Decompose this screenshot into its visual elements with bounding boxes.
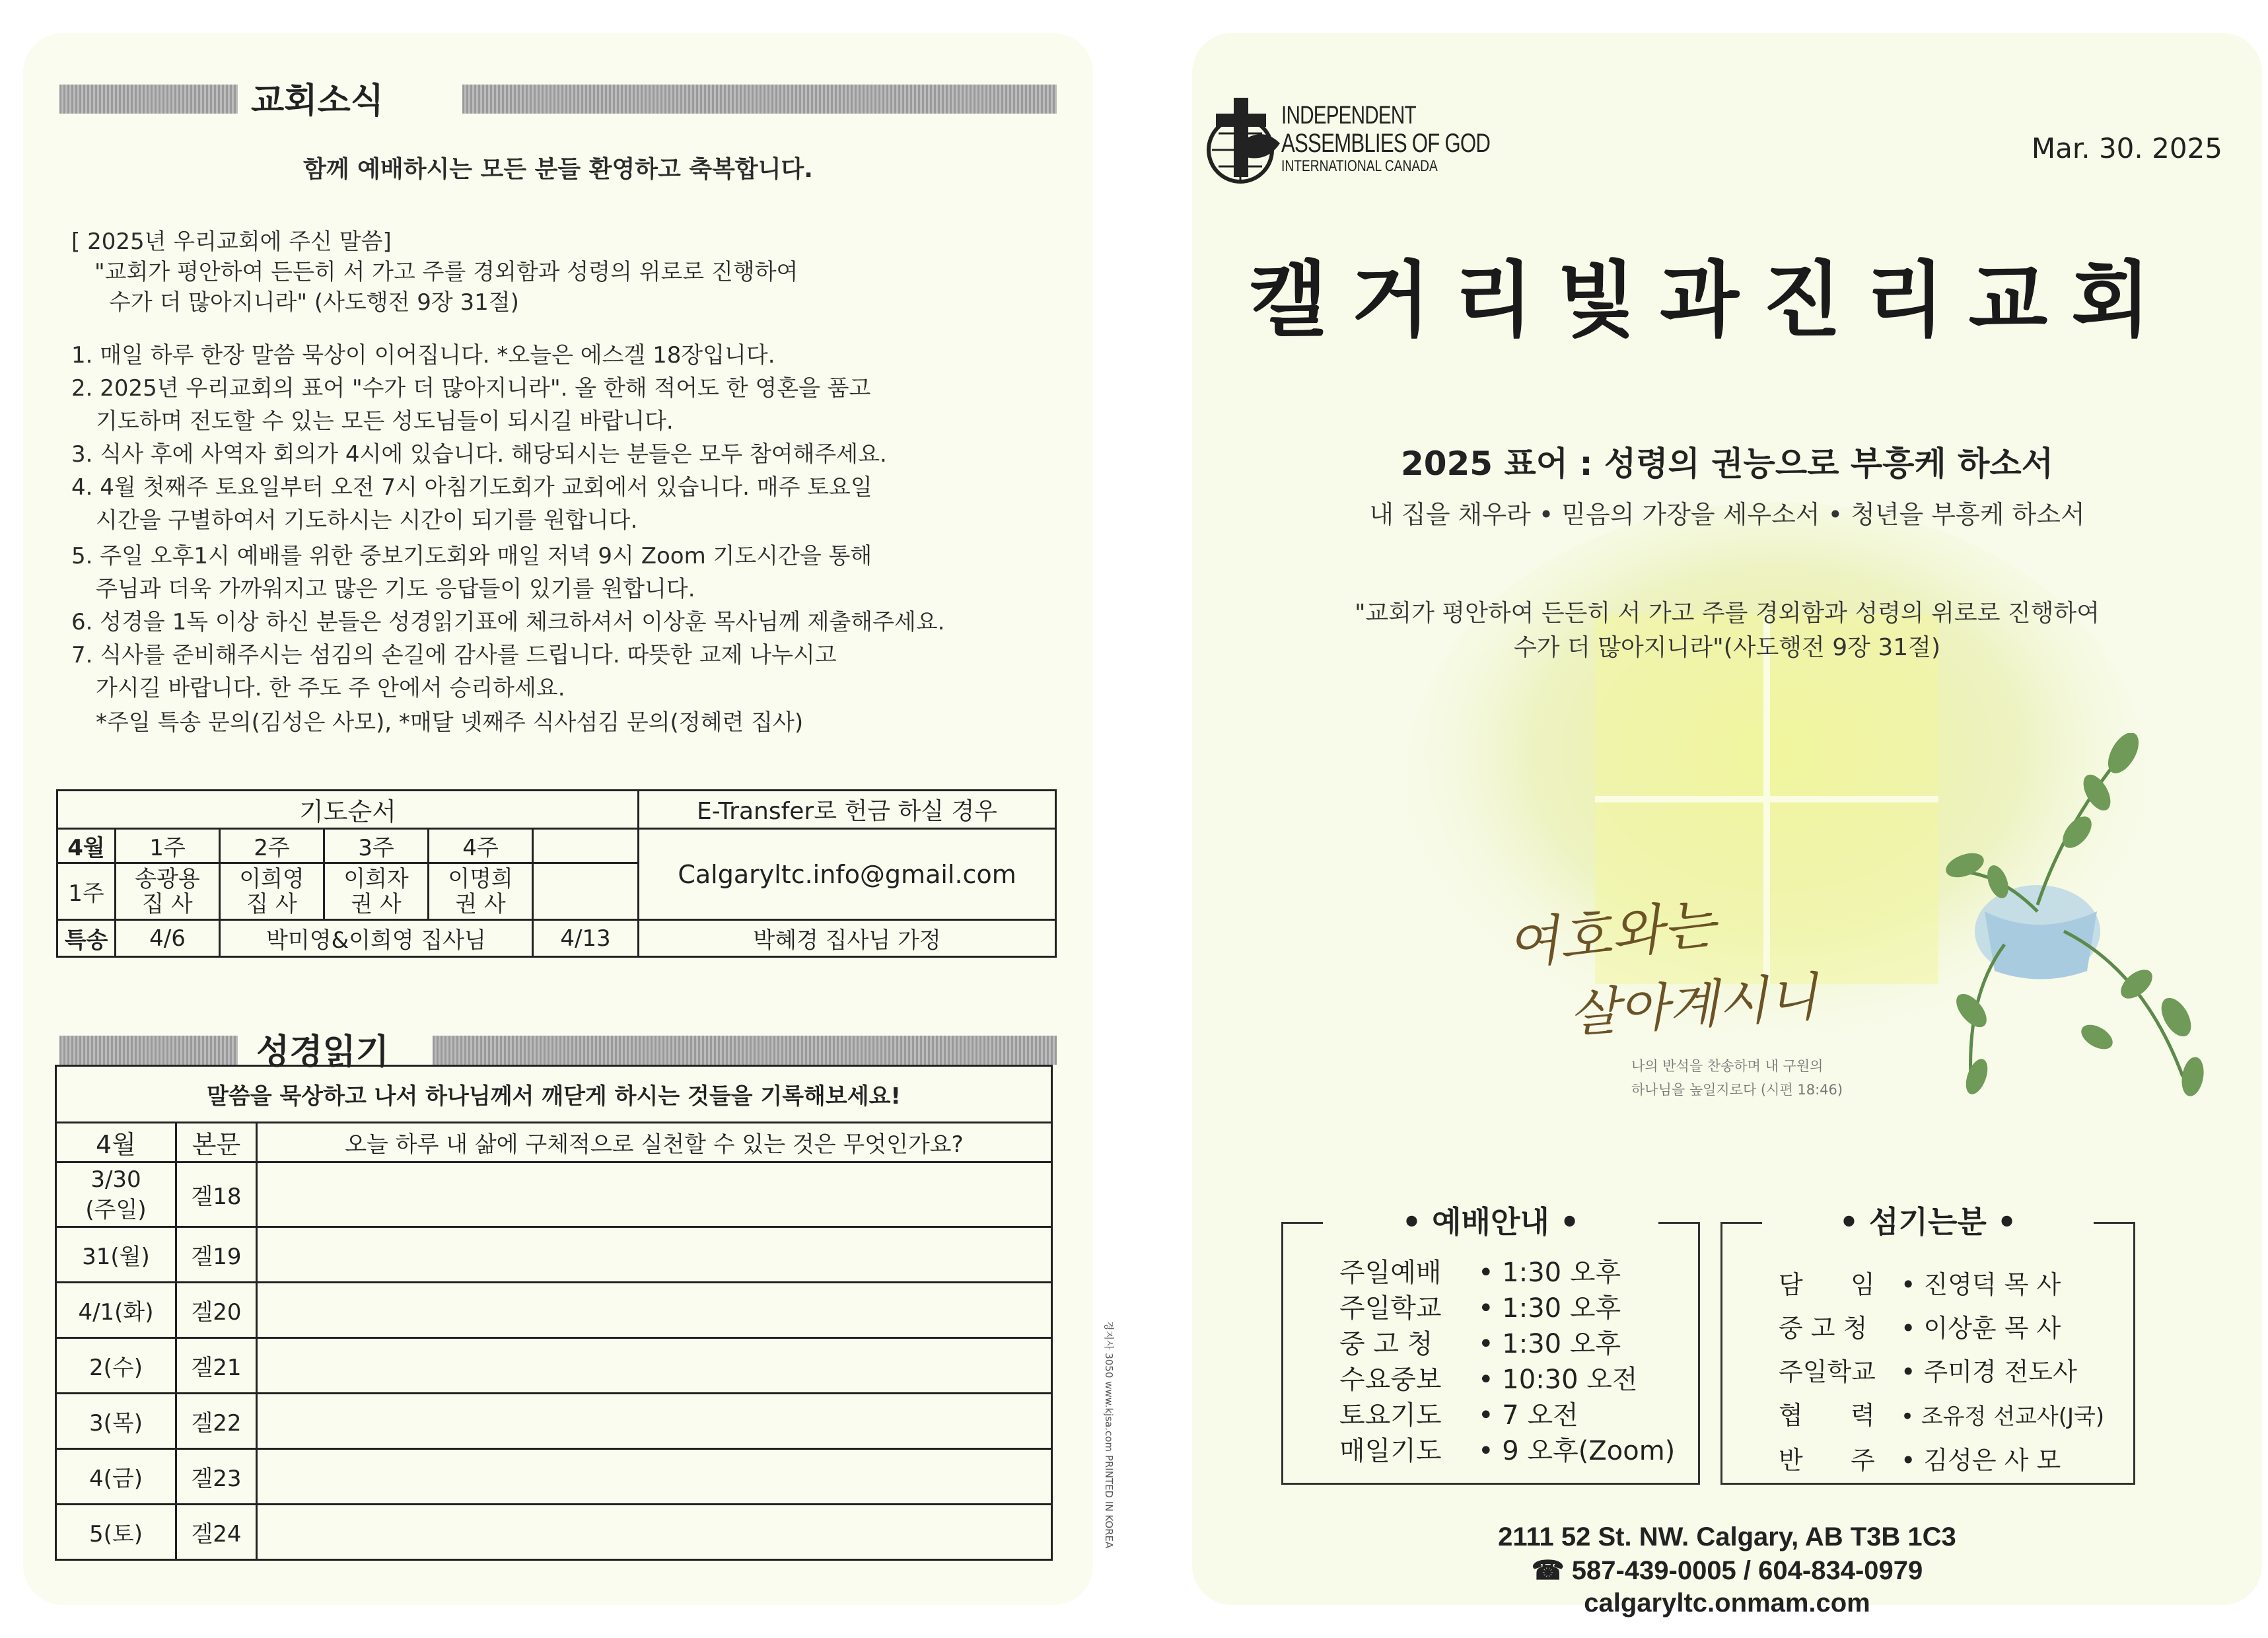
servant-name: • 이상훈 목 사	[1901, 1314, 2061, 1343]
psalm-line-1: 나의 반석을 찬송하며 내 구원의	[1631, 1058, 1824, 1074]
reading-date-line: 3/30	[90, 1166, 141, 1193]
table-row	[56, 1449, 1052, 1505]
news-item: 6. 성경을 1독 이상 하신 분들은 성경읽기표에 체크하셔서 이상훈 목사님께 제출해주세요.	[71, 609, 945, 635]
service-time: • 1:30 오후	[1478, 1329, 1621, 1359]
reading-date: 4(금)	[56, 1449, 176, 1505]
special-date: 4/6	[116, 920, 220, 957]
reading-passage: 겔20	[176, 1283, 257, 1338]
service-name: 수요중보	[1339, 1365, 1442, 1395]
reading-passage: 겔21	[176, 1338, 257, 1394]
worship-row	[1339, 1255, 1675, 1469]
calligraphy-line-2: 살아계시니	[1567, 967, 1820, 1045]
week-header: 2주	[220, 829, 324, 863]
prayer-row-label: 1주	[57, 863, 116, 920]
church-name: 캘거리빛과진리교회	[1248, 253, 2175, 348]
prayer-name: 이희영	[239, 865, 304, 892]
service-name: 주일학교	[1339, 1293, 1442, 1324]
welcome-text: 함께 예배하시는 모든 분들 환영하고 축복합니다.	[303, 156, 813, 183]
news-item: 7. 식사를 준비해주시는 섬김의 손길에 감사를 드립니다. 따뜻한 교제 나누시고	[71, 642, 837, 668]
prayer-schedule-table	[56, 789, 1057, 958]
reading-date: 4/1(화)	[56, 1283, 176, 1338]
servant-rows	[1779, 1263, 2104, 1482]
logo-line-1: INDEPENDENT	[1281, 102, 1416, 129]
left-page	[23, 33, 1093, 1605]
news-item: 2. 2025년 우리교회의 표어 "수가 더 많아지니라". 올 한해 적어도 한 영혼을 품고	[71, 375, 871, 402]
church-news-header	[59, 73, 1057, 121]
verse-heading: [ 2025년 우리교회에 주신 말씀]	[71, 229, 392, 255]
prayer-name: 이명희	[448, 865, 513, 892]
church-logo-icon	[1204, 94, 1290, 186]
reading-note-cell[interactable]	[257, 1505, 1052, 1560]
news-item: 3. 식사 후에 사역자 회의가 4시에 있습니다. 해당되시는 분들은 모두 참여해주세요.	[71, 441, 887, 468]
reading-date: 2(수)	[56, 1338, 176, 1394]
reading-date: 3(목)	[56, 1394, 176, 1449]
prayer-order-title: 기도순서	[57, 791, 639, 829]
service-name: 토요기도	[1339, 1400, 1442, 1431]
servant-name: • 조유정 선교사(J국)	[1901, 1404, 2105, 1430]
reading-date: 5(토)	[56, 1505, 176, 1560]
prayer-title: 집 사	[142, 890, 193, 917]
reading-note-cell[interactable]	[257, 1394, 1052, 1449]
special-names: 박혜경 집사님 가정	[639, 920, 1056, 957]
reading-passage: 겔19	[176, 1227, 257, 1283]
prayer-name-cell	[429, 863, 533, 920]
church-phone-line	[1192, 1555, 2262, 1586]
service-time: • 1:30 오후	[1478, 1293, 1621, 1324]
reading-passage: 겔22	[176, 1394, 257, 1449]
servant-role: 담 임	[1779, 1270, 1875, 1299]
servant-role: 반 주	[1779, 1446, 1875, 1475]
worship-schedule-title	[1283, 1198, 1698, 1242]
table-row	[56, 1505, 1052, 1560]
table-row	[56, 1338, 1052, 1394]
service-name: 주일예배	[1339, 1258, 1442, 1288]
servant-role: 주일학교	[1779, 1357, 1876, 1386]
etransfer-email: Calgaryltc.info@gmail.com	[639, 829, 1056, 920]
news-item: 기도하며 전도할 수 있는 모든 성도님들이 되시길 바랍니다.	[96, 408, 674, 435]
table-row	[56, 1162, 1052, 1227]
reading-note-cell[interactable]	[257, 1283, 1052, 1338]
reading-note-cell[interactable]	[257, 1162, 1052, 1227]
service-time: • 7 오전	[1478, 1400, 1578, 1431]
servant-role: 중 고 청	[1779, 1314, 1868, 1343]
church-address: 2111 52 St. NW. Calgary, AB T3B 1C3	[1498, 1522, 1956, 1551]
special-label: 특송	[57, 920, 116, 957]
reading-passage: 겔23	[176, 1449, 257, 1505]
news-item: 1. 매일 하루 한장 말씀 묵상이 이어집니다. *오늘은 에스겔 18장입니다.	[71, 342, 775, 369]
servant-role: 협 력	[1779, 1401, 1875, 1430]
news-item: 4. 4월 첫째주 토요일부터 오전 7시 아침기도회가 교회에서 있습니다. 매주 토요일	[71, 474, 872, 501]
servants-box	[1720, 1204, 2135, 1485]
reading-col-question: 오늘 하루 내 삶에 구체적으로 실천할 수 있는 것은 무엇인가요?	[257, 1123, 1052, 1162]
verse-line-2: 수가 더 많아지니라" (사도행전 9장 31절)	[109, 289, 519, 316]
servant-name: • 주미경 전도사	[1901, 1357, 2077, 1386]
church-news-title: 교회소식	[251, 81, 384, 121]
verse-line-1: "교회가 평안하여 든든히 서 가고 주를 경외함과 성령의 위로로 진행하여	[94, 259, 798, 285]
annual-motto: 2025 표어 : 성령의 권능으로 부흥케 하소서	[1400, 445, 2054, 483]
church-phone: 587-439-0005 / 604-834-0979	[1571, 1556, 1923, 1585]
reading-date-line: (주일)	[85, 1196, 147, 1223]
theme-verse-line-1: "교회가 평안하여 든든히 서 가고 주를 경외함과 성령의 위로로 진행하여	[1354, 600, 2100, 627]
news-item: 5. 주일 오후1시 예배를 위한 중보기도회와 매일 저녁 9시 Zoom 기도시간을 통해	[71, 543, 872, 569]
service-time: • 9 오후(Zoom)	[1478, 1436, 1676, 1466]
bible-reading-header	[59, 1024, 1057, 1072]
prayer-month: 4월	[57, 829, 116, 863]
logo-line-2: ASSEMBLIES OF GOD	[1281, 129, 1491, 158]
header-bar-left	[59, 1036, 238, 1065]
reading-date: 31(월)	[56, 1227, 176, 1283]
week-header: 3주	[324, 829, 429, 863]
prayer-name: 송광용	[135, 865, 200, 892]
psalm-line-2: 하나님을 높일지로다 (시편 18:46)	[1631, 1082, 1843, 1098]
reading-note-cell[interactable]	[257, 1449, 1052, 1505]
servants-title-text: • 섬기는분 •	[1827, 1204, 2029, 1240]
bulletin-date: Mar. 30. 2025	[2031, 132, 2222, 164]
worship-schedule-box	[1281, 1204, 1700, 1485]
prayer-name-cell	[533, 863, 639, 920]
prayer-title: 권 사	[351, 890, 402, 917]
right-page	[1192, 33, 2262, 1618]
week-header: 4주	[429, 829, 533, 863]
reading-note-cell[interactable]	[257, 1227, 1052, 1283]
news-item: 가시길 바랍니다. 한 주도 주 안에서 승리하세요.	[96, 675, 565, 701]
service-time: • 10:30 오전	[1478, 1365, 1638, 1395]
prayer-name-cell	[116, 863, 220, 920]
reading-passage: 겔18	[176, 1162, 257, 1227]
header-bar-left	[59, 85, 238, 114]
prayer-name-cell	[220, 863, 324, 920]
week-header: 1주	[116, 829, 220, 863]
news-item: *주일 특송 문의(김성은 사모), *매달 넷째주 식사섬김 문의(정혜련 집사)	[96, 709, 804, 736]
bible-reading-table	[55, 1065, 1053, 1561]
special-names: 박미영&이희영 집사님	[220, 920, 533, 957]
prayer-title: 권 사	[455, 890, 506, 917]
reading-note-cell[interactable]	[257, 1338, 1052, 1394]
reading-col-text: 본문	[176, 1123, 257, 1162]
prayer-name-cell	[324, 863, 429, 920]
phone-icon: ☎	[1531, 1556, 1565, 1585]
header-bar-right	[462, 85, 1057, 114]
table-row	[56, 1283, 1052, 1338]
etransfer-title: E-Transfer로 헌금 하실 경우	[639, 791, 1056, 829]
servants-title	[1722, 1198, 2133, 1242]
service-name: 중 고 청	[1339, 1329, 1433, 1359]
table-row	[56, 1227, 1052, 1283]
special-date: 4/13	[533, 920, 639, 957]
reading-date	[56, 1162, 176, 1227]
servant-name: • 진영덕 목 사	[1901, 1270, 2061, 1299]
plant-illustration	[1899, 733, 2242, 1195]
week-header	[533, 829, 639, 863]
sub-motto: 내 집을 채우라 • 믿음의 가장을 세우소서 • 청년을 부흥케 하소서	[1369, 500, 2085, 529]
theme-verse-line-2: 수가 더 많아지니라"(사도행전 9장 31절)	[1514, 634, 1940, 661]
servant-name: • 김성은 사 모	[1901, 1446, 2061, 1475]
service-time: • 1:30 오후	[1478, 1258, 1621, 1288]
reading-instruction: 말씀을 묵상하고 나서 하나님께서 깨닫게 하시는 것들을 기록해보세요!	[56, 1066, 1052, 1123]
news-item: 주님과 더욱 가까워지고 많은 기도 응답들이 있기를 원합니다.	[96, 576, 695, 602]
service-name: 매일기도	[1339, 1436, 1442, 1466]
logo-line-3: INTERNATIONAL CANADA	[1281, 157, 1438, 175]
reading-col-month: 4월	[56, 1123, 176, 1162]
calligraphy-line-1: 여호와는	[1503, 892, 1719, 978]
prayer-title: 집 사	[246, 890, 297, 917]
printer-mark: 경지사 3050 www.kjsa.com PRINTED IN KOREA	[1103, 1321, 1115, 1549]
table-row	[56, 1394, 1052, 1449]
prayer-name: 이희자	[343, 865, 409, 892]
worship-title-text: • 예배안내 •	[1390, 1204, 1592, 1240]
news-item: 시간을 구별하여서 기도하시는 시간이 되기를 원합니다.	[96, 507, 638, 534]
reading-passage: 겔24	[176, 1505, 257, 1560]
bible-reading-title: 성경읽기	[256, 1032, 389, 1072]
header-bar-right	[433, 1036, 1057, 1065]
church-website[interactable]: calgaryltc.onmam.com	[1584, 1588, 1870, 1618]
